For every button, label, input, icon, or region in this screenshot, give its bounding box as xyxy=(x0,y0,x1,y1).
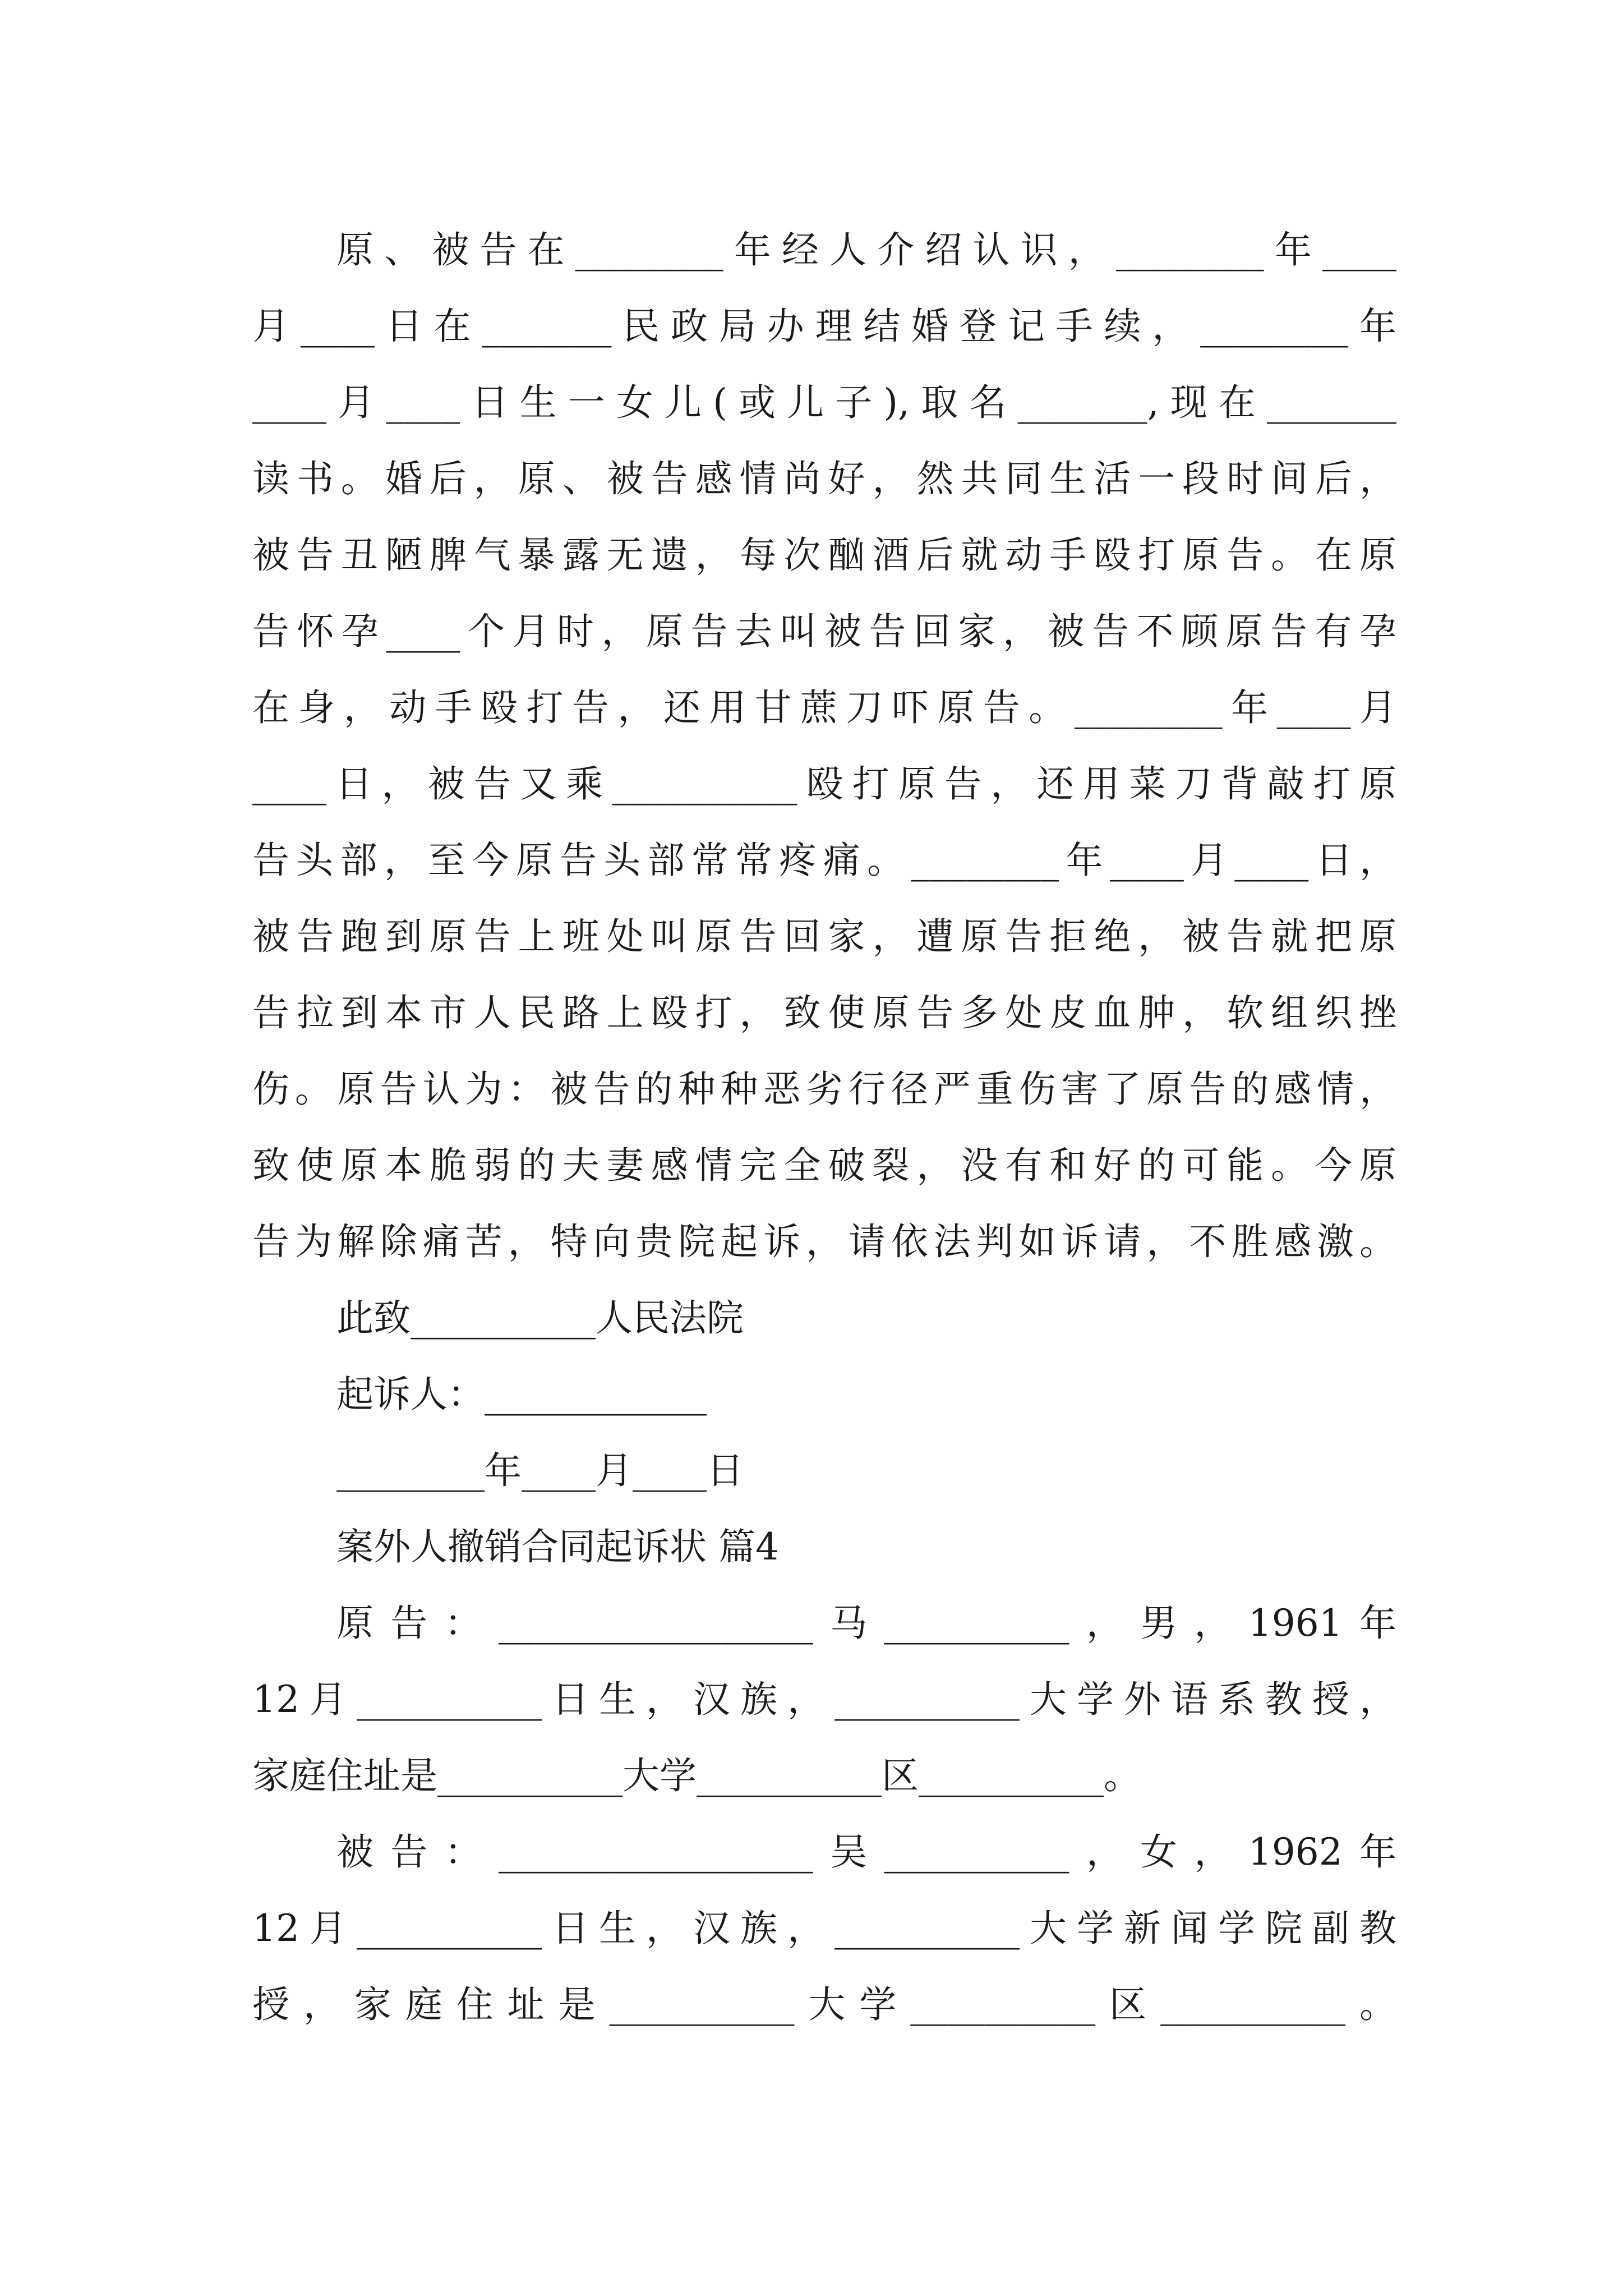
text-line: 伤。原告认为：被告的种种恶劣行径严重伤害了原告的感情， xyxy=(252,1068,1396,1111)
plaintiff-signature: 起诉人：____________ xyxy=(336,1373,707,1416)
text-line: 告为解除痛苦，特向贵院起诉，请依法判如诉请，不胜感激。 xyxy=(252,1220,1396,1263)
closing-salutation: 此致__________人民法院 xyxy=(336,1296,744,1340)
section-title: 案外人撤销合同起诉状 篇4 xyxy=(336,1525,779,1568)
text-line: 原、被告在________年经人介绍认识，________年____ xyxy=(336,228,1396,272)
text-line: 告拉到本市人民路上殴打，致使原告多处皮血肿，软组织挫 xyxy=(252,991,1396,1034)
text-line: 告怀孕____个月时，原告去叫被告回家，被告不顾原告有孕 xyxy=(252,610,1396,653)
text-line: 被告跑到原告上班处叫原告回家，遭原告拒绝，被告就把原 xyxy=(252,915,1396,958)
signature-date: ________年____月____日 xyxy=(336,1449,744,1492)
text-line: 读书。婚后，原、被告感情尚好，然共同生活一段时间后， xyxy=(252,457,1396,500)
text-line: 致使原本脆弱的夫妻感情完全破裂，没有和好的可能。今原 xyxy=(252,1144,1396,1187)
text-line: ____日，被告又乘__________殴打原告，还用菜刀背敲打原 xyxy=(252,762,1396,806)
text-line: 被告丑陋脾气暴露无遗，每次酗酒后就动手殴打原告。在原 xyxy=(252,533,1396,577)
text-line: ____月____日生一女儿(或儿子),取名_______,现在_______ xyxy=(252,381,1396,424)
defendant-info-line: 被告：_________________吴__________，女，1962年 xyxy=(336,1830,1396,1874)
plaintiff-info-line: 12月__________日生，汉族，__________大学外语系教授， xyxy=(252,1678,1396,1721)
defendant-info-line: 授，家庭住址是__________大学__________区__________。 xyxy=(252,1983,1396,2026)
text-line: 告头部，至今原告头部常常疼痛。________年____月____日， xyxy=(252,839,1396,882)
plaintiff-info-line: 原告：_________________马__________，男，1961年 xyxy=(336,1602,1396,1645)
text-line: 在身，动手殴打告，还用甘蔗刀吓原告。________年____月 xyxy=(252,686,1396,729)
text-line: 月____日在_______民政局办理结婚登记手续，________年 xyxy=(252,305,1396,348)
document-body xyxy=(252,212,1396,2043)
plaintiff-info-line: 家庭住址是__________大学__________区__________。 xyxy=(252,1754,1141,1797)
defendant-info-line: 12月__________日生，汉族，__________大学新闻学院副教 xyxy=(252,1907,1396,1950)
